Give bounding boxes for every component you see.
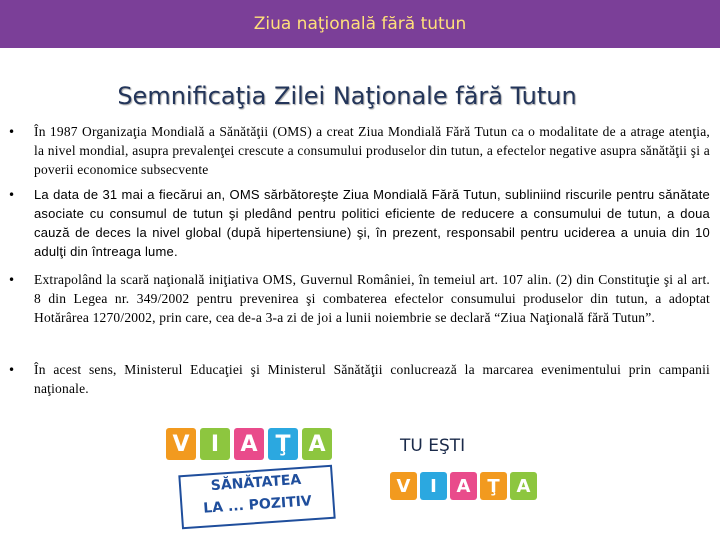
viata-tile-1: V [166, 428, 196, 460]
viata-letters [166, 428, 332, 460]
viata-tile-5: A [510, 472, 537, 500]
viata-sanatatea-logo [166, 428, 338, 520]
bullet-icon: • [8, 273, 16, 287]
bullet-text: La data de 31 mai a fiecărui an, OMS sărbătoreşte Ziua Mondială Fără Tutun, subliniind riscurile pentru sănătate asociate cu consumul de tutun şi pledând pentru politici eficiente de reducere a consumului de tutun, a doua cauză de deces la nivel global (după hipertensiune) şi, în prezent, responsabil pentru uciderea a unuia din 10 adulţi din întreaga lume. [34, 187, 710, 259]
bullet-text: În acest sens, Ministerul Educaţiei şi Ministerul Sănătăţii conlucrează la marcarea evenimentului prin campanii naţionale. [34, 362, 710, 396]
viata-letters-small [390, 472, 537, 500]
slide-title: Semnificaţia Zilei Naţionale fără Tutun [117, 82, 577, 110]
sanatatea-line2: LA ... POZITIV [202, 493, 313, 517]
viata-tile-4: Ţ [480, 472, 507, 500]
bullet-icon: • [8, 363, 16, 377]
viata-tile-2: I [200, 428, 230, 460]
tu-esti-label: TU EŞTI [400, 436, 466, 456]
sanatatea-badge [178, 465, 335, 530]
header-bar [0, 0, 720, 48]
viata-tile-1: V [390, 472, 417, 500]
header-title: Ziua naţională fără tutun [253, 14, 467, 34]
bullet-text: În 1987 Organizaţia Mondială a Sănătăţii (OMS) a creat Ziua Mondială Fără Tutun ca o modalitate de a atrage atenţia, la nivel mondial, asupra prevalenţei crescute a consumului produselor din tutun, a efectelor negative asupra sănătăţii şi a poverii economice subsecvente [34, 124, 710, 177]
tu-esti-viata-logo [386, 428, 531, 518]
viata-tile-3: A [234, 428, 264, 460]
bullet-text: Extrapolând la scară naţională iniţiativa OMS, Guvernul României, în temeiul art. 107 alin. (2) din Constituţie şi al art. 8 din Legea nr. 349/2002 pentru prevenirea şi combaterea efectelor consumului produselor din tutun, a adoptat Hotărârea 1270/2002, prin care, cea de-a 3-a zi de joi a lunii noiembrie se declară “Ziua Naţională fără Tutun”. [34, 272, 710, 325]
viata-tile-4: Ţ [268, 428, 298, 460]
sanatatea-line1: SĂNĂTATEA [210, 471, 302, 495]
viata-tile-5: A [302, 428, 332, 460]
bullet-icon: • [8, 188, 16, 202]
bullet-icon: • [8, 125, 16, 139]
viata-tile-3: A [450, 472, 477, 500]
viata-tile-2: I [420, 472, 447, 500]
